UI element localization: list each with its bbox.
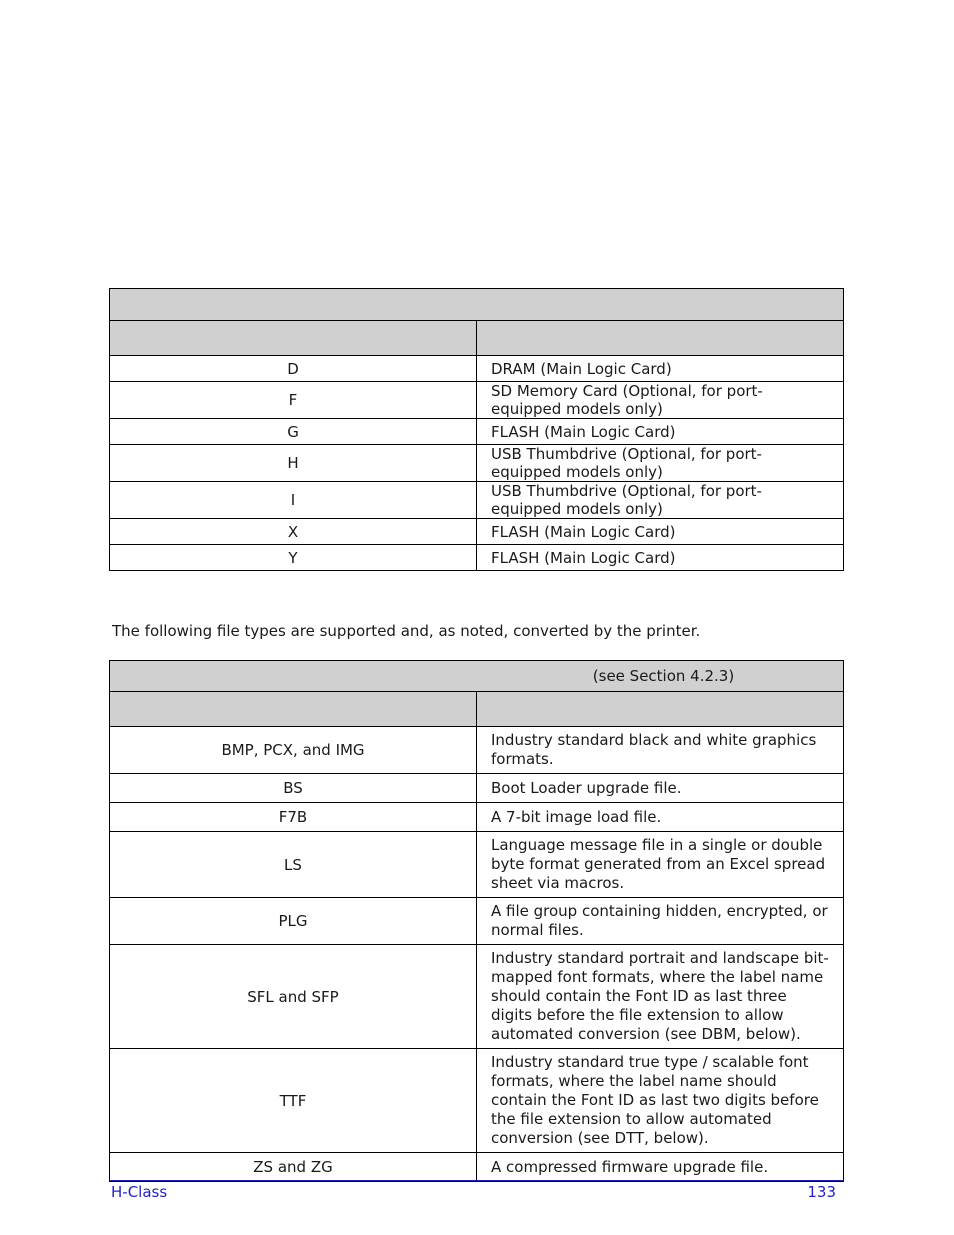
file-type: F7B — [110, 803, 477, 832]
memory-description: FLASH (Main Logic Card) — [477, 419, 844, 445]
file-table-title: (see Section 4.2.3) — [592, 667, 735, 685]
file-type: BS — [110, 774, 477, 803]
file-table-header-row — [110, 692, 844, 727]
file-type: TTF — [110, 1049, 477, 1153]
memory-table-title-row — [110, 289, 844, 321]
memory-code: G — [110, 419, 477, 445]
file-table-header-cell — [110, 692, 477, 727]
memory-table-header-cell — [477, 321, 844, 356]
intro-paragraph: The following file types are supported and, as noted, converted by the printer. — [112, 622, 701, 640]
memory-code: Y — [110, 545, 477, 571]
memory-code: H — [110, 445, 477, 482]
memory-table-header-cell — [110, 321, 477, 356]
memory-description: FLASH (Main Logic Card) — [477, 519, 844, 545]
memory-code: I — [110, 482, 477, 519]
memory-code: X — [110, 519, 477, 545]
memory-module-table — [109, 288, 844, 571]
memory-description: SD Memory Card (Optional, for port-equipped models only) — [477, 382, 844, 419]
memory-code: D — [110, 356, 477, 382]
file-type: PLG — [110, 898, 477, 945]
file-description: Language message file in a single or double byte format generated from an Excel spread sheet via macros. — [477, 832, 844, 898]
file-table-title-row — [110, 661, 844, 692]
file-description: Industry standard true type / scalable font formats, where the label name should contain the Font ID as last two digits before the file extension to allow automated conversion (see DTT, below). — [477, 1049, 844, 1153]
file-table-header-cell — [477, 692, 844, 727]
file-type: LS — [110, 832, 477, 898]
memory-code: F — [110, 382, 477, 419]
footer-page-number: 133 — [807, 1183, 836, 1201]
footer-product-name: H-Class — [111, 1183, 168, 1201]
memory-description: DRAM (Main Logic Card) — [477, 356, 844, 382]
file-description: A compressed firmware upgrade file. — [477, 1153, 844, 1182]
memory-description: USB Thumbdrive (Optional, for port-equipped models only) — [477, 445, 844, 482]
memory-description: USB Thumbdrive (Optional, for port-equipped models only) — [477, 482, 844, 519]
memory-table-header-row — [110, 321, 844, 356]
file-table-title-cell — [110, 661, 844, 692]
file-description: Industry standard portrait and landscape bit-mapped font formats, where the label name should contain the Font ID as last three digits before the file extension to allow automated conversion (see DBM, below). — [477, 945, 844, 1049]
footer-rule — [109, 1180, 844, 1181]
memory-description: FLASH (Main Logic Card) — [477, 545, 844, 571]
file-type: SFL and SFP — [110, 945, 477, 1049]
file-description: A file group containing hidden, encrypted, or normal files. — [477, 898, 844, 945]
file-types-table — [109, 660, 844, 1182]
file-type: BMP, PCX, and IMG — [110, 727, 477, 774]
memory-table-title-cell — [110, 289, 844, 321]
file-description: A 7-bit image load file. — [477, 803, 844, 832]
file-type: ZS and ZG — [110, 1153, 477, 1182]
file-description: Boot Loader upgrade file. — [477, 774, 844, 803]
file-description: Industry standard black and white graphics formats. — [477, 727, 844, 774]
